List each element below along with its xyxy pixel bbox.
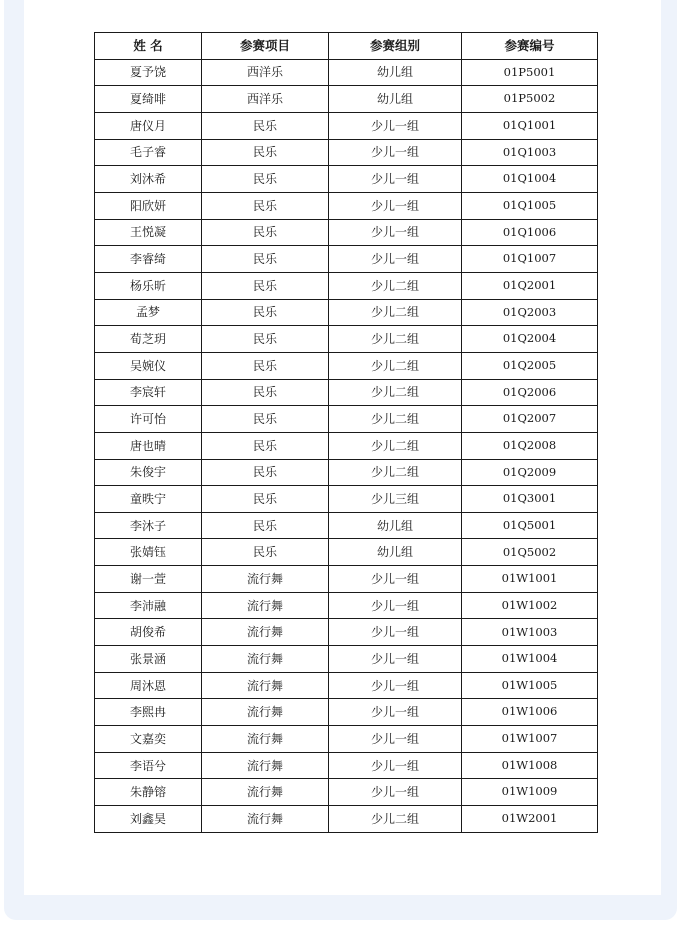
table-row (95, 272, 598, 299)
table-row (95, 86, 598, 113)
table-row (95, 59, 598, 86)
cell-group: 少儿一组 (329, 672, 462, 699)
cell-category: 流行舞 (202, 699, 329, 726)
table-row (95, 672, 598, 699)
table-row (95, 112, 598, 139)
cell-number: 01Q1004 (462, 166, 598, 193)
table-row (95, 486, 598, 513)
table-row (95, 166, 598, 193)
cell-name: 李沛融 (95, 592, 202, 619)
cell-name: 胡俊希 (95, 619, 202, 646)
cell-group: 少儿二组 (329, 379, 462, 406)
cell-number: 01W1006 (462, 699, 598, 726)
cell-number: 01Q2001 (462, 272, 598, 299)
table-row (95, 379, 598, 406)
cell-name: 张婧钰 (95, 539, 202, 566)
cell-group: 少儿二组 (329, 272, 462, 299)
table-row (95, 459, 598, 486)
contestant-table (94, 32, 598, 833)
cell-category: 民乐 (202, 166, 329, 193)
cell-category: 流行舞 (202, 779, 329, 806)
table-row (95, 246, 598, 273)
cell-number: 01Q5002 (462, 539, 598, 566)
cell-category: 西洋乐 (202, 86, 329, 113)
table-row (95, 779, 598, 806)
cell-category: 流行舞 (202, 726, 329, 753)
table-row (95, 352, 598, 379)
cell-number: 01Q1006 (462, 219, 598, 246)
cell-name: 唐也晴 (95, 432, 202, 459)
cell-group: 少儿一组 (329, 779, 462, 806)
cell-name: 文嘉奕 (95, 726, 202, 753)
cell-number: 01Q2004 (462, 326, 598, 353)
table-header-row (95, 33, 598, 60)
table-body (95, 59, 598, 832)
table-row (95, 326, 598, 353)
cell-name: 许可怡 (95, 406, 202, 433)
table-row (95, 752, 598, 779)
cell-number: 01W2001 (462, 806, 598, 833)
cell-name: 朱俊宇 (95, 459, 202, 486)
cell-name: 李睿绮 (95, 246, 202, 273)
header-number: 参赛编号 (462, 33, 598, 60)
cell-name: 刘鑫昊 (95, 806, 202, 833)
cell-name: 李语兮 (95, 752, 202, 779)
cell-number: 01W1001 (462, 566, 598, 593)
cell-name: 荀芝玥 (95, 326, 202, 353)
cell-name: 孟梦 (95, 299, 202, 326)
cell-group: 少儿二组 (329, 406, 462, 433)
cell-category: 民乐 (202, 326, 329, 353)
cell-name: 李熙冉 (95, 699, 202, 726)
cell-group: 少儿二组 (329, 326, 462, 353)
cell-group: 少儿一组 (329, 246, 462, 273)
cell-number: 01P5002 (462, 86, 598, 113)
page-frame (4, 0, 677, 920)
cell-group: 少儿一组 (329, 219, 462, 246)
table-row (95, 566, 598, 593)
table-row (95, 192, 598, 219)
cell-category: 西洋乐 (202, 59, 329, 86)
cell-number: 01Q1003 (462, 139, 598, 166)
cell-number: 01Q5001 (462, 512, 598, 539)
cell-group: 少儿二组 (329, 299, 462, 326)
table-row (95, 139, 598, 166)
cell-category: 流行舞 (202, 619, 329, 646)
cell-name: 王悦凝 (95, 219, 202, 246)
cell-category: 流行舞 (202, 806, 329, 833)
cell-category: 流行舞 (202, 752, 329, 779)
cell-number: 01Q2006 (462, 379, 598, 406)
cell-category: 民乐 (202, 272, 329, 299)
cell-number: 01W1007 (462, 726, 598, 753)
cell-category: 民乐 (202, 246, 329, 273)
cell-name: 李沐子 (95, 512, 202, 539)
table-row (95, 699, 598, 726)
cell-group: 少儿一组 (329, 752, 462, 779)
cell-name: 阳欣妍 (95, 192, 202, 219)
cell-category: 民乐 (202, 406, 329, 433)
header-group: 参赛组别 (329, 33, 462, 60)
cell-number: 01W1004 (462, 646, 598, 673)
cell-name: 朱静镕 (95, 779, 202, 806)
cell-name: 吴婉仪 (95, 352, 202, 379)
cell-number: 01Q1005 (462, 192, 598, 219)
cell-name: 周沐恩 (95, 672, 202, 699)
cell-category: 民乐 (202, 352, 329, 379)
cell-group: 少儿一组 (329, 566, 462, 593)
cell-group: 少儿一组 (329, 139, 462, 166)
cell-group: 少儿二组 (329, 806, 462, 833)
cell-group: 少儿一组 (329, 592, 462, 619)
table-row (95, 299, 598, 326)
cell-group: 少儿一组 (329, 699, 462, 726)
cell-name: 谢一萱 (95, 566, 202, 593)
document-sheet (24, 0, 661, 895)
cell-category: 流行舞 (202, 566, 329, 593)
table-row (95, 512, 598, 539)
cell-name: 童昳宁 (95, 486, 202, 513)
table-row (95, 539, 598, 566)
cell-group: 少儿二组 (329, 459, 462, 486)
cell-category: 民乐 (202, 219, 329, 246)
cell-category: 民乐 (202, 459, 329, 486)
cell-category: 民乐 (202, 112, 329, 139)
cell-number: 01P5001 (462, 59, 598, 86)
table-row (95, 646, 598, 673)
cell-category: 流行舞 (202, 592, 329, 619)
cell-number: 01W1003 (462, 619, 598, 646)
cell-number: 01Q2007 (462, 406, 598, 433)
header-category: 参赛项目 (202, 33, 329, 60)
cell-number: 01W1009 (462, 779, 598, 806)
table-row (95, 726, 598, 753)
cell-group: 少儿一组 (329, 192, 462, 219)
cell-group: 幼儿组 (329, 512, 462, 539)
header-name: 姓 名 (95, 33, 202, 60)
cell-name: 毛子睿 (95, 139, 202, 166)
cell-group: 少儿一组 (329, 112, 462, 139)
cell-group: 少儿一组 (329, 726, 462, 753)
cell-group: 幼儿组 (329, 539, 462, 566)
cell-name: 李宸轩 (95, 379, 202, 406)
cell-category: 民乐 (202, 139, 329, 166)
cell-category: 民乐 (202, 299, 329, 326)
cell-number: 01Q2003 (462, 299, 598, 326)
cell-number: 01Q2009 (462, 459, 598, 486)
cell-group: 少儿三组 (329, 486, 462, 513)
cell-category: 民乐 (202, 486, 329, 513)
cell-name: 杨乐昕 (95, 272, 202, 299)
cell-number: 01Q2008 (462, 432, 598, 459)
cell-number: 01Q1001 (462, 112, 598, 139)
cell-number: 01W1002 (462, 592, 598, 619)
cell-category: 流行舞 (202, 672, 329, 699)
cell-number: 01W1005 (462, 672, 598, 699)
cell-name: 夏予饶 (95, 59, 202, 86)
cell-number: 01Q3001 (462, 486, 598, 513)
cell-name: 唐仪月 (95, 112, 202, 139)
table-row (95, 806, 598, 833)
cell-number: 01Q2005 (462, 352, 598, 379)
cell-group: 少儿一组 (329, 166, 462, 193)
cell-name: 刘沐希 (95, 166, 202, 193)
cell-number: 01Q1007 (462, 246, 598, 273)
cell-category: 民乐 (202, 379, 329, 406)
cell-name: 夏绮啡 (95, 86, 202, 113)
cell-group: 幼儿组 (329, 86, 462, 113)
cell-group: 少儿二组 (329, 352, 462, 379)
cell-category: 民乐 (202, 512, 329, 539)
cell-category: 民乐 (202, 192, 329, 219)
cell-category: 流行舞 (202, 646, 329, 673)
cell-group: 少儿一组 (329, 619, 462, 646)
table-row (95, 219, 598, 246)
cell-category: 民乐 (202, 432, 329, 459)
table-row (95, 432, 598, 459)
cell-name: 张景涵 (95, 646, 202, 673)
cell-group: 少儿二组 (329, 432, 462, 459)
table-row (95, 406, 598, 433)
table-row (95, 592, 598, 619)
cell-group: 幼儿组 (329, 59, 462, 86)
cell-number: 01W1008 (462, 752, 598, 779)
cell-category: 民乐 (202, 539, 329, 566)
table-row (95, 619, 598, 646)
cell-group: 少儿一组 (329, 646, 462, 673)
